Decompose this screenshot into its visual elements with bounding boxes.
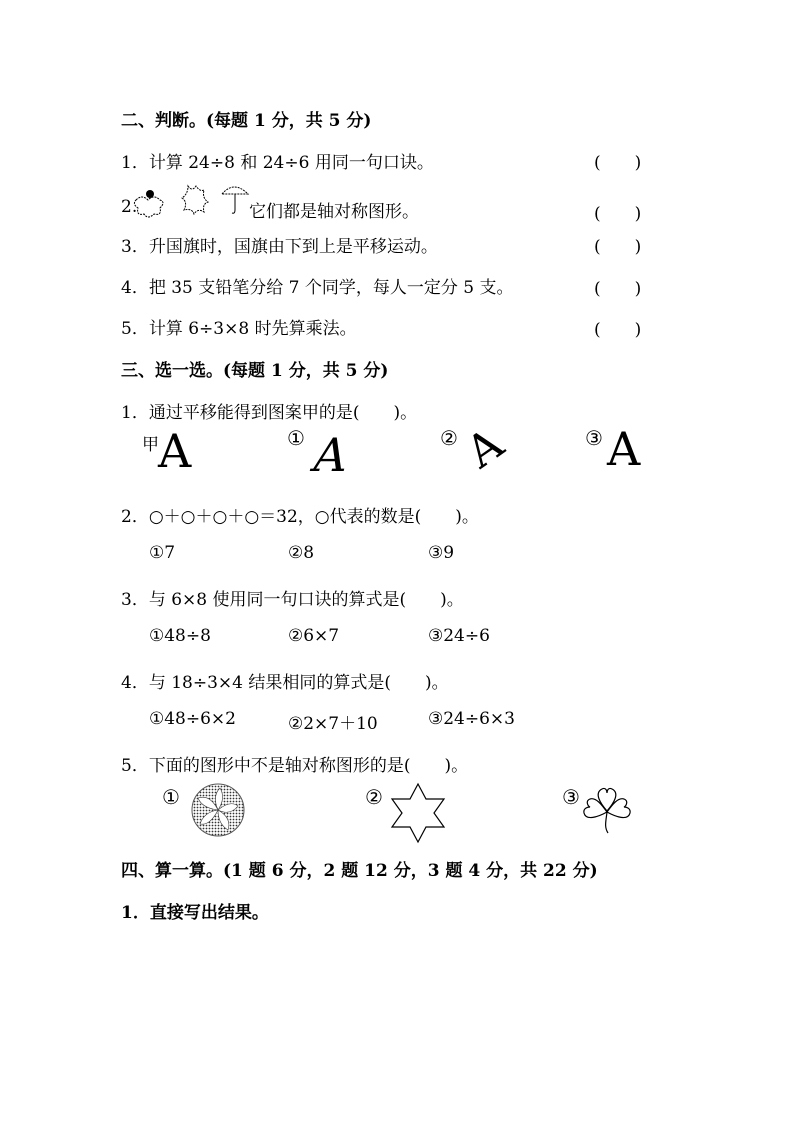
item-number: 3．	[121, 237, 149, 257]
judge-item-5	[121, 314, 357, 339]
item-text: 把 35 支铅笔分给 7 个同学，每人一定分 5 支。	[148, 278, 514, 298]
q4-option-2[interactable]: ②2×7＋10	[288, 714, 378, 734]
umbrella-figure	[220, 180, 250, 216]
hexagram-figure	[388, 782, 448, 844]
q2-option-2[interactable]: ②8	[288, 543, 315, 563]
judge-item-4	[121, 273, 514, 298]
judge-item-1	[121, 148, 434, 173]
flower-figure	[132, 188, 172, 218]
q2-option-3[interactable]: ③9	[428, 543, 455, 563]
letter-opt2: A	[457, 418, 513, 479]
answer-blank-4[interactable]: ( )	[594, 279, 642, 299]
judge-item-3	[121, 232, 438, 257]
section4-sub1: 1．直接写出结果。	[121, 903, 269, 923]
label-opt1: ①	[287, 426, 305, 450]
q3-option-1[interactable]: ①48÷8	[149, 626, 211, 646]
label-opt3: ③	[585, 426, 603, 450]
clover-figure	[582, 787, 632, 837]
item-number: 2.	[121, 197, 138, 217]
choice-q5: 5．下面的图形中不是轴对称图形的是( )。	[121, 756, 469, 776]
item-number: 4．	[121, 278, 149, 298]
choice-q2: 2．○＋○＋○＋○＝32，○代表的数是( )。	[121, 507, 479, 527]
section2-heading: 二、判断。(每题 1 分，共 5 分)	[121, 111, 372, 131]
q3-option-2[interactable]: ②6×7	[288, 626, 340, 646]
item-number: 1．	[121, 153, 149, 173]
bauhinia-flag-figure	[190, 782, 246, 838]
section4-heading: 四、算一算。(1 题 6 分，2 题 12 分，3 题 4 分，共 22 分)	[121, 861, 598, 881]
q4-option-3[interactable]: ③24÷6×3	[428, 709, 515, 729]
choice-q3: 3．与 6×8 使用同一句口诀的算式是( )。	[121, 590, 464, 610]
letter-jia: A	[158, 424, 192, 478]
answer-blank-3[interactable]: ( )	[594, 237, 642, 257]
q2-option-1[interactable]: ①7	[149, 543, 176, 563]
item-text: 升国旗时，国旗由下到上是平移运动。	[148, 237, 438, 257]
choice-q1: 1．通过平移能得到图案甲的是( )。	[121, 403, 418, 423]
judge-item-2-text: 它们都是轴对称图形。	[249, 202, 419, 222]
item-number: 5．	[121, 319, 149, 339]
answer-blank-1[interactable]: ( )	[594, 153, 642, 173]
q3-option-3[interactable]: ③24÷6	[428, 626, 490, 646]
item-text: 计算 6÷3×8 时先算乘法。	[148, 319, 357, 339]
q5-label-3: ③	[562, 785, 580, 809]
q5-label-1: ①	[162, 785, 180, 809]
label-jia: 甲	[142, 435, 159, 455]
section3-heading: 三、选一选。(每题 1 分，共 5 分)	[121, 361, 389, 381]
letter-opt1: A	[307, 428, 354, 482]
choice-q4: 4．与 18÷3×4 结果相同的算式是( )。	[121, 673, 449, 693]
q5-label-2: ②	[365, 785, 383, 809]
label-opt2: ②	[440, 426, 458, 450]
leaf-figure	[178, 182, 212, 216]
answer-blank-5[interactable]: ( )	[594, 320, 642, 340]
letter-opt3: A	[607, 422, 641, 476]
item-text: 计算 24÷8 和 24÷6 用同一句口诀。	[148, 153, 434, 173]
answer-blank-2[interactable]: ( )	[594, 204, 642, 224]
q4-option-1[interactable]: ①48÷6×2	[149, 709, 236, 729]
